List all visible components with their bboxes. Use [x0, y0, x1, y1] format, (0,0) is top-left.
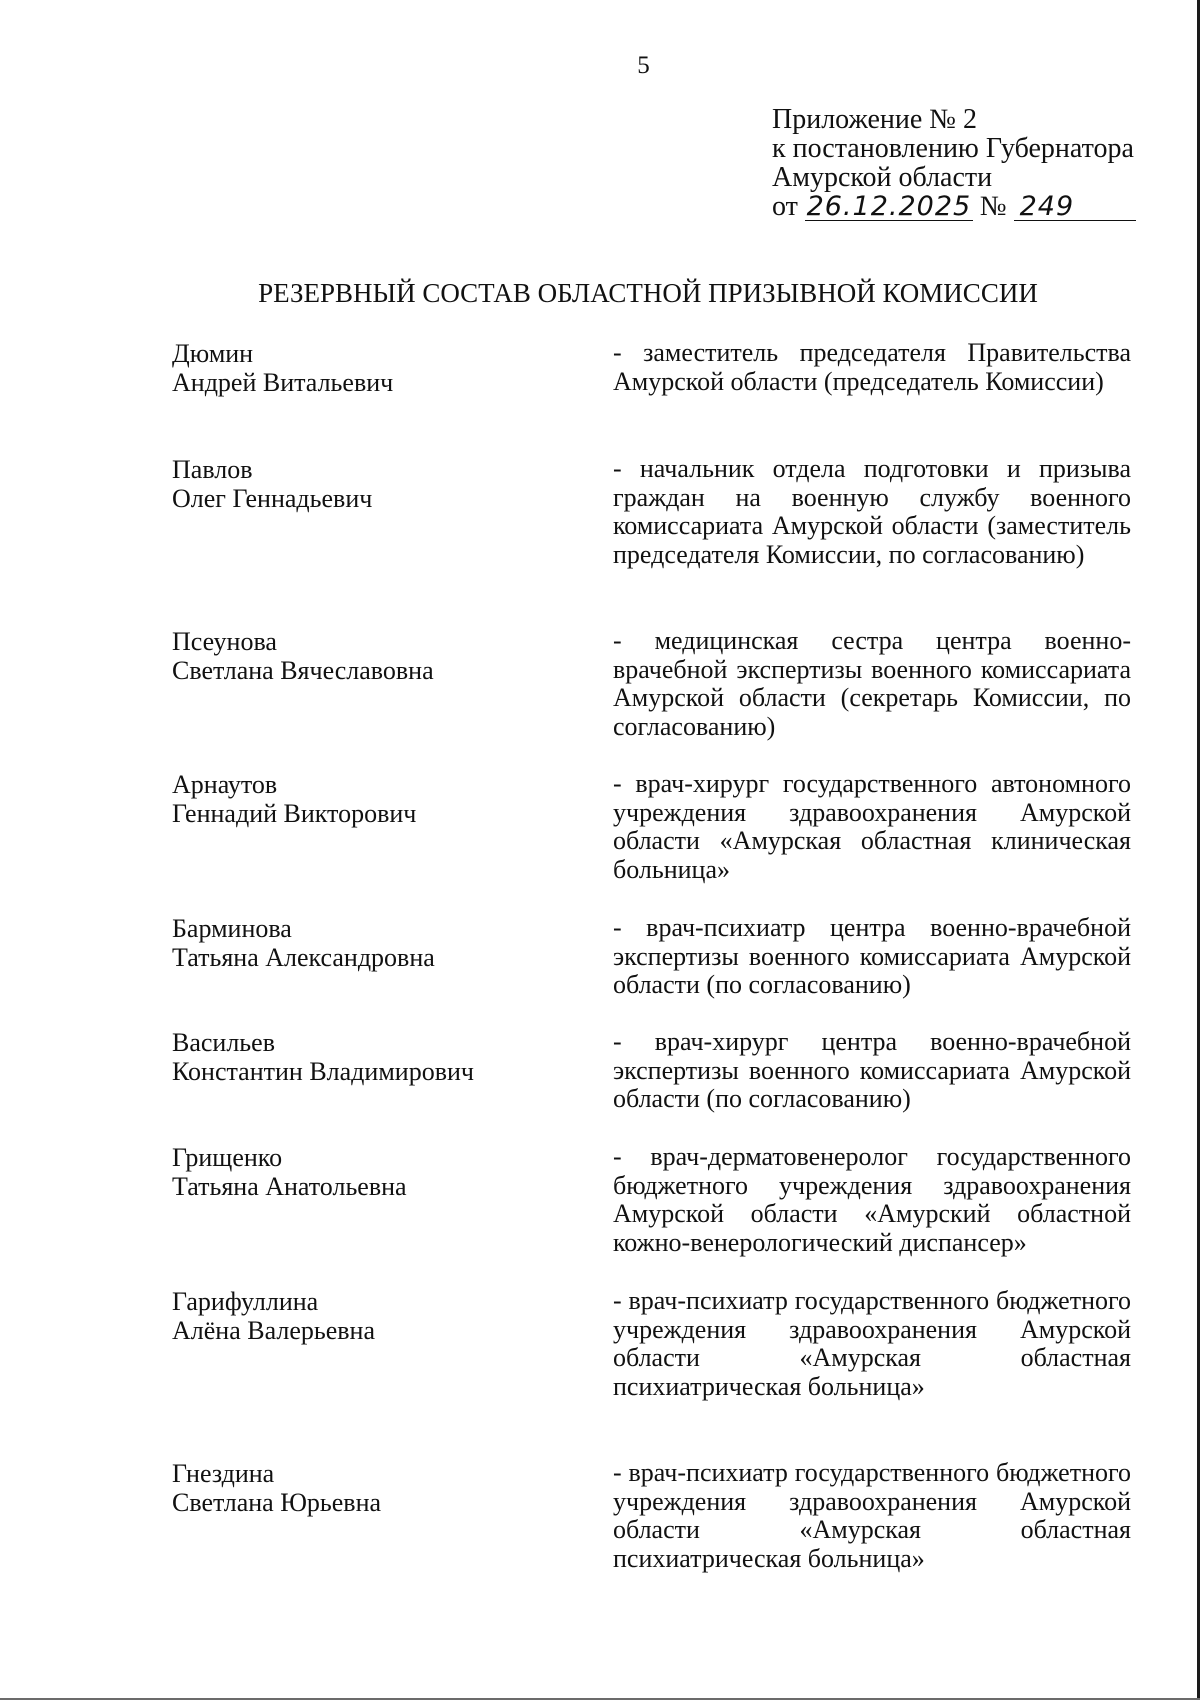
member-role: - начальник отдела подготовки и призыва граждан на военную службу военного комиссариата Амурской области (заместитель председателя Комиссии, по согласованию)	[613, 454, 1131, 569]
page-number: 5	[637, 52, 650, 79]
appendix-line-3: Амурской области	[772, 162, 993, 193]
member-name	[172, 1287, 592, 1345]
member-name	[172, 1143, 592, 1201]
member-given-name: Константин Владимирович	[172, 1057, 474, 1086]
member-given-name: Олег Геннадьевич	[172, 484, 373, 513]
member-name	[172, 770, 592, 828]
member-surname: Грищенко	[172, 1143, 283, 1172]
member-surname: Гнездина	[172, 1459, 275, 1488]
member-surname: Павлов	[172, 455, 253, 484]
appendix-date-line	[772, 192, 1132, 221]
member-given-name: Татьяна Александровна	[172, 943, 435, 972]
date-prefix: от	[772, 191, 798, 222]
member-given-name: Светлана Юрьевна	[172, 1488, 382, 1517]
member-role: - врач-дерматовенеролог государственного бюджетного учреждения здравоохранения Амурской области «Амурский областной кожно-венерологический диспансер»	[613, 1142, 1131, 1257]
number-value: 249	[1014, 194, 1136, 221]
member-surname: Гарифуллина	[172, 1287, 319, 1316]
member-role: - врач-психиатр государственного бюджетного учреждения здравоохранения Амурской области «Амурская областная психиатрическая больница»	[613, 1458, 1131, 1573]
number-prefix: №	[979, 191, 1007, 222]
member-role: - врач-психиатр центра военно-врачебной экспертизы военного комиссариата Амурской области (по согласованию)	[613, 913, 1131, 1000]
member-role: - медицинская сестра центра военно-врачебной экспертизы военного комиссариата Амурской области (секретарь Комиссии, по согласованию)	[613, 626, 1131, 741]
appendix-line-1: Приложение № 2	[772, 104, 977, 135]
member-surname: Барминова	[172, 914, 292, 943]
member-role: - заместитель председателя Правительства Амурской области (председатель Комиссии)	[613, 338, 1131, 396]
member-given-name: Андрей Витальевич	[172, 368, 394, 397]
document-title: РЕЗЕРВНЫЙ СОСТАВ ОБЛАСТНОЙ ПРИЗЫВНОЙ КОМИССИИ	[258, 278, 1038, 308]
appendix-line-2: к постановлению Губернатора	[772, 133, 1134, 164]
member-given-name: Алёна Валерьевна	[172, 1316, 375, 1345]
member-role: - врач-хирург государственного автономного учреждения здравоохранения Амурской области «Амурская областная клиническая больница»	[613, 769, 1131, 884]
member-surname: Псеунова	[172, 627, 277, 656]
member-given-name: Светлана Вячеславовна	[172, 656, 434, 685]
member-given-name: Татьяна Анатольевна	[172, 1172, 407, 1201]
member-surname: Васильев	[172, 1028, 275, 1057]
member-surname: Арнаутов	[172, 770, 278, 799]
member-name	[172, 1028, 592, 1086]
member-name	[172, 914, 592, 972]
date-value: 26.12.2025	[806, 191, 972, 222]
member-surname: Дюмин	[172, 339, 254, 368]
member-name	[172, 1459, 592, 1517]
member-name	[172, 339, 592, 397]
member-role: - врач-психиатр государственного бюджетного учреждения здравоохранения Амурской области «Амурская областная психиатрическая больница»	[613, 1286, 1131, 1401]
member-name	[172, 627, 592, 685]
member-name	[172, 455, 592, 513]
appendix-block	[772, 105, 1132, 221]
member-role: - врач-хирург центра военно-врачебной экспертизы военного комиссариата Амурской области (по согласованию)	[613, 1027, 1131, 1114]
member-given-name: Геннадий Викторович	[172, 799, 417, 828]
